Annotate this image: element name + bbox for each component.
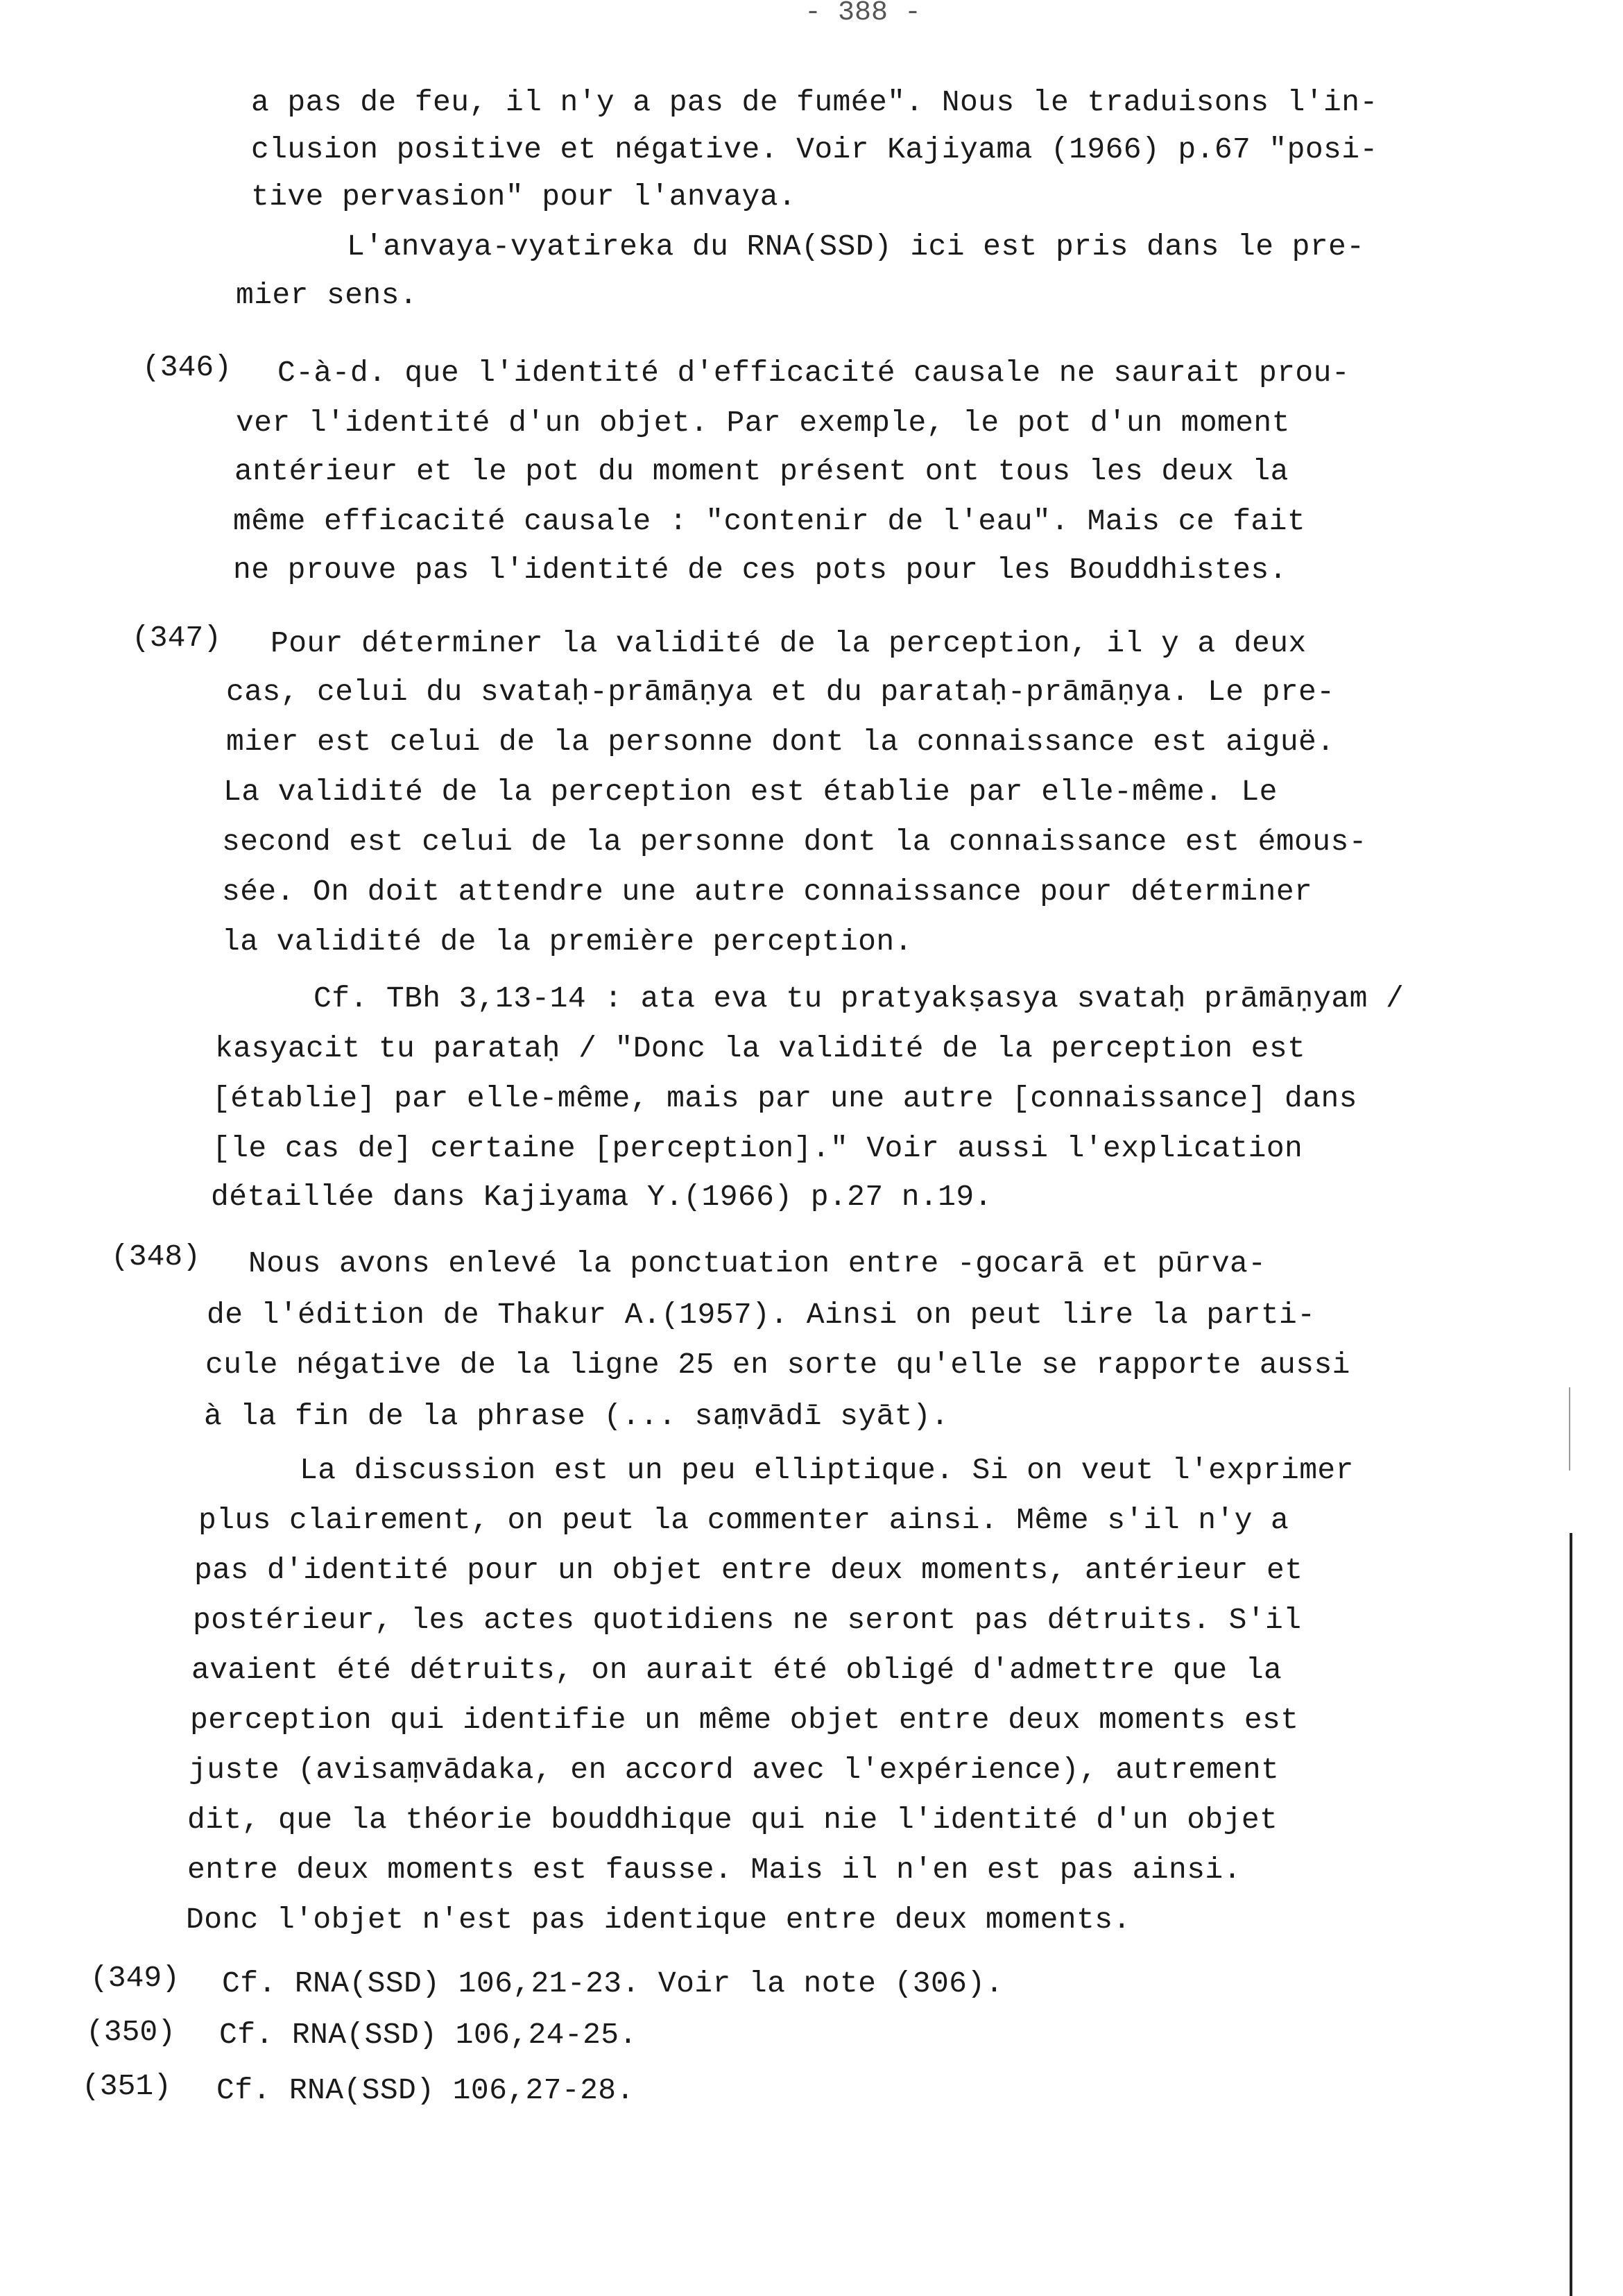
text-line: entre deux moments est fausse. Mais il n'en est pas ainsi. (187, 1853, 1242, 1887)
note-number: (347) (132, 621, 222, 655)
text-line: [le cas de] certaine [perception]." Voir aussi l'explication (212, 1131, 1303, 1165)
text-line: Cf. TBh 3,13-14 : ata eva tu pratyakṣasya svataḥ prāmāṇyam / (314, 982, 1405, 1016)
text-line: cule négative de la ligne 25 en sorte qu'elle se rapporte aussi (205, 1348, 1350, 1382)
text-line: Nous avons enlevé la ponctuation entre -gocarā et pūrva- (248, 1246, 1266, 1280)
note-number: (351) (82, 2069, 172, 2103)
text-line: détaillée dans Kajiyama Y.(1966) p.27 n.19. (211, 1180, 993, 1214)
text-line: plus clairement, on peut la commenter ainsi. Même s'il n'y a (198, 1503, 1289, 1537)
note-number: (349) (90, 1961, 180, 1995)
text-line: Cf. RNA(SSD) 106,21-23. Voir la note (306). (222, 1967, 1004, 2001)
text-line: la validité de la première perception. (222, 925, 913, 959)
text-line: a pas de feu, il n'y a pas de fumée". Nous le traduisons l'in- (251, 85, 1378, 119)
text-line: même efficacité causale : "contenir de l'eau". Mais ce fait (233, 504, 1306, 538)
note-number: (350) (86, 2015, 176, 2049)
text-line: C-à-d. que l'identité d'efficacité causale ne saurait prou- (277, 356, 1350, 390)
text-line: sée. On doit attendre une autre connaissance pour déterminer (222, 875, 1313, 909)
text-line: Pour déterminer la validité de la perception, il y a deux (270, 626, 1307, 660)
text-line: tive pervasion" pour l'anvaya. (251, 180, 797, 214)
text-line: dit, que la théorie bouddhique qui nie l'identité d'un objet (187, 1803, 1278, 1837)
text-line: cas, celui du svataḥ-prāmāṇya et du parataḥ-prāmāṇya. Le pre- (226, 675, 1335, 709)
text-line: second est celui de la personne dont la connaissance est émous- (222, 825, 1367, 859)
text-line: ne prouve pas l'identité de ces pots pour les Bouddhistes. (233, 553, 1287, 587)
text-line: de l'édition de Thakur A.(1957). Ainsi on peut lire la parti- (207, 1298, 1316, 1332)
text-line: postérieur, les actes quotidiens ne seront pas détruits. S'il (193, 1603, 1302, 1637)
text-line: mier sens. (236, 278, 418, 312)
margin-rule (1570, 1533, 1572, 2296)
text-line: Donc l'objet n'est pas identique entre deux moments. (186, 1903, 1131, 1937)
text-line: perception qui identifie un même objet entre deux moments est (190, 1703, 1299, 1737)
page-number: - 388 - (805, 0, 922, 28)
text-line: ver l'identité d'un objet. Par exemple, le pot d'un moment (236, 406, 1290, 440)
text-line: L'anvaya-vyatireka du RNA(SSD) ici est pris dans le pre- (347, 230, 1365, 264)
text-line: à la fin de la phrase (... saṃvādī syāt). (204, 1399, 950, 1433)
text-line: [établie] par elle-même, mais par une autre [connaissance] dans (212, 1081, 1357, 1115)
text-line: juste (avisaṃvādaka, en accord avec l'expérience), autrement (189, 1753, 1280, 1787)
text-line: avaient été détruits, on aurait été obligé d'admettre que la (191, 1653, 1282, 1687)
note-number: (346) (142, 350, 232, 384)
text-line: La validité de la perception est établie par elle-même. Le (223, 775, 1278, 809)
note-number: (348) (111, 1240, 201, 1274)
text-line: Cf. RNA(SSD) 106,24-25. (219, 2018, 637, 2052)
text-line: antérieur et le pot du moment présent ont tous les deux la (234, 454, 1289, 488)
text-line: clusion positive et négative. Voir Kajiyama (1966) p.67 "posi- (251, 132, 1378, 166)
text-line: kasyacit tu parataḥ / "Donc la validité de la perception est (215, 1031, 1306, 1065)
text-line: mier est celui de la personne dont la connaissance est aiguë. (226, 725, 1335, 759)
text-line: Cf. RNA(SSD) 106,27-28. (216, 2073, 635, 2107)
margin-mark (1569, 1387, 1570, 1471)
text-line: La discussion est un peu elliptique. Si on veut l'exprimer (300, 1453, 1354, 1487)
text-line: pas d'identité pour un objet entre deux moments, antérieur et (194, 1553, 1303, 1587)
